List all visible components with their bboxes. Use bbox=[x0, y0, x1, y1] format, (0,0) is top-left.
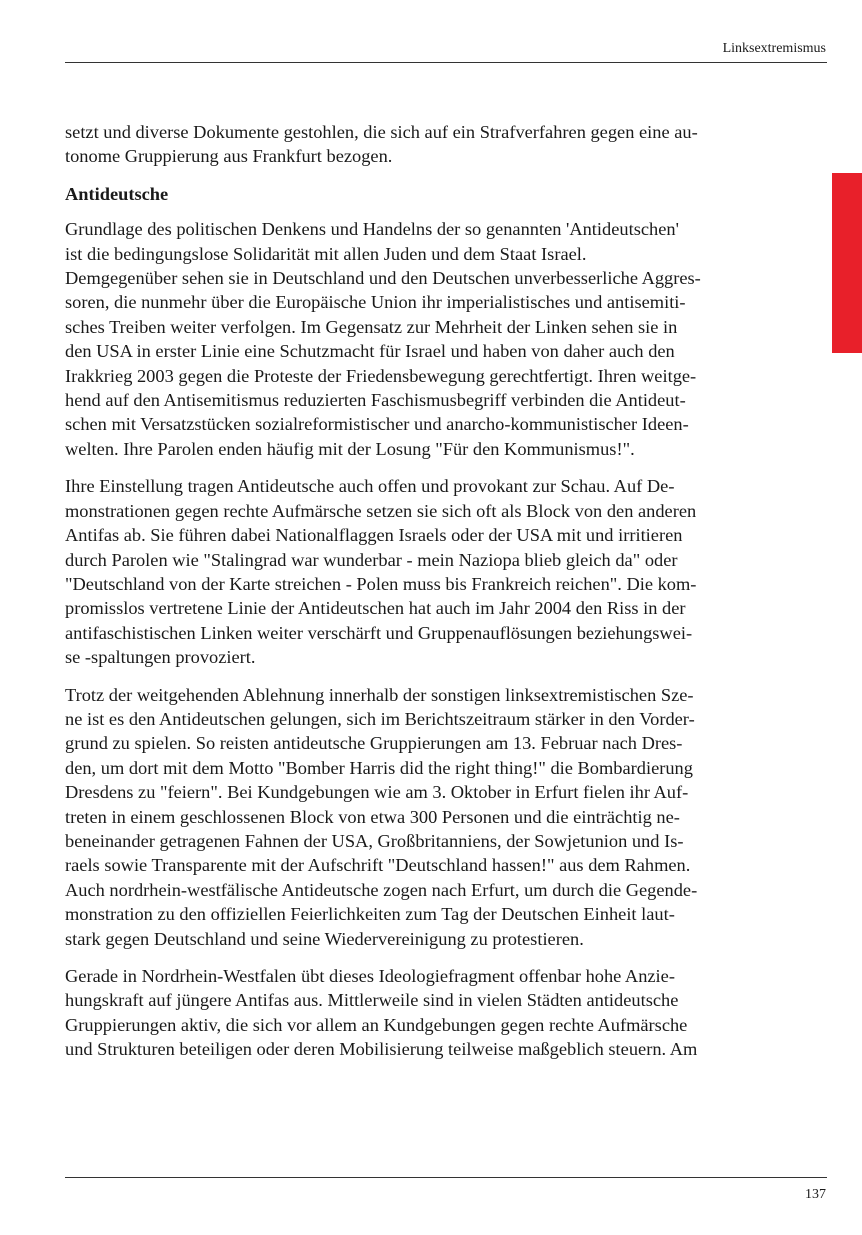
text-line: soren, die nunmehr über die Europäische Union ihr imperialistisches und antisemiti- bbox=[65, 292, 686, 313]
text-line: ne ist es den Antideutschen gelungen, sich im Berichtszeitraum stärker in den Vorder- bbox=[65, 708, 695, 729]
text-line: monstration zu den offiziellen Feierlichkeiten zum Tag der Deutschen Einheit laut- bbox=[65, 904, 675, 925]
footer-divider bbox=[65, 1177, 827, 1178]
text-line: sches Treiben weiter verfolgen. Im Gegensatz zur Mehrheit der Linken sehen sie in bbox=[65, 316, 678, 337]
chapter-marker-tab bbox=[832, 173, 862, 353]
text-line: Trotz der weitgehenden Ablehnung innerhalb der sonstigen linksextremistischen Sze- bbox=[65, 684, 694, 705]
text-line: Gerade in Nordrhein-Westfalen übt dieses Ideologiefragment offenbar hohe Anzie- bbox=[65, 966, 675, 986]
text-line: grund zu spielen. So reisten antideutsche Gruppierungen am 13. Februar nach Dres- bbox=[65, 733, 683, 754]
running-header-title: Linksextremismus bbox=[722, 41, 826, 56]
text-line: setzt und diverse Dokumente gestohlen, die sich auf ein Strafverfahren gegen eine au- bbox=[65, 122, 698, 142]
paragraph-2 bbox=[65, 474, 780, 669]
section-heading: Antideutsche bbox=[65, 183, 169, 204]
paragraph-4 bbox=[65, 964, 780, 1062]
text-line: und Strukturen beteiligen oder deren Mobilisierung teilweise maßgeblich steuern. Am bbox=[65, 1039, 698, 1060]
text-line: schen mit Versatzstücken sozialreformistischer und anarcho-kommunistischer Ideen- bbox=[65, 414, 689, 435]
paragraph-1 bbox=[65, 217, 780, 461]
text-line: tonome Gruppierung aus Frankfurt bezogen. bbox=[65, 146, 393, 167]
text-line: Auch nordrhein-westfälische Antideutsche zogen nach Erfurt, um durch die Gegende- bbox=[65, 879, 698, 900]
text-line: Dresdens zu "feiern". Bei Kundgebungen wie am 3. Oktober in Erfurt fielen ihr Auf- bbox=[65, 782, 689, 803]
text-line: monstrationen gegen rechte Aufmärsche setzen sie sich oft als Block von den anderen bbox=[65, 500, 697, 521]
text-line: antifaschistischen Linken weiter verschärft und Gruppenauflösungen beziehungswei- bbox=[65, 622, 693, 643]
text-line: se -spaltungen provoziert. bbox=[65, 647, 256, 668]
paragraph-3 bbox=[65, 683, 780, 951]
text-line: durch Parolen wie "Stalingrad war wunderbar - mein Naziopa blieb gleich da" oder bbox=[65, 549, 678, 570]
text-line: ist die bedingungslose Solidarität mit allen Juden und dem Staat Israel. bbox=[65, 243, 587, 264]
text-line: Antifas ab. Sie führen dabei Nationalflaggen Israels oder der USA mit und irritieren bbox=[65, 525, 683, 546]
text-line: Irakkrieg 2003 gegen die Proteste der Friedensbewegung gerechtfertigt. Ihren weitge- bbox=[65, 365, 697, 386]
text-line: promisslos vertretene Linie der Antideutschen hat auch im Jahr 2004 den Riss in der bbox=[65, 598, 686, 619]
text-line: Gruppierungen aktiv, die sich vor allem an Kundgebungen gegen rechte Aufmärsche bbox=[65, 1014, 688, 1035]
intro-paragraph bbox=[65, 120, 780, 169]
text-line: Grundlage des politischen Denkens und Handelns der so genannten 'Antideutschen' bbox=[65, 219, 679, 240]
text-line: "Deutschland von der Karte streichen - Polen muss bis Frankreich reichen". Die kom- bbox=[65, 573, 697, 594]
text-line: Demgegenüber sehen sie in Deutschland und den Deutschen unverbesserliche Aggres- bbox=[65, 268, 701, 289]
text-line: raels sowie Transparente mit der Aufschrift "Deutschland hassen!" aus dem Rahmen. bbox=[65, 855, 691, 876]
text-line: den USA in erster Linie eine Schutzmacht für Israel und haben von daher auch den bbox=[65, 341, 675, 362]
text-line: den, um dort mit dem Motto "Bomber Harris did the right thing!" die Bombardierung bbox=[65, 757, 693, 778]
text-line: stark gegen Deutschland und seine Wiedervereinigung zu protestieren. bbox=[65, 928, 584, 949]
page-number: 137 bbox=[805, 1187, 826, 1202]
header-divider bbox=[65, 62, 827, 63]
text-line: treten in einem geschlossenen Block von etwa 300 Personen und die einträchtig ne- bbox=[65, 806, 680, 827]
text-line: Ihre Einstellung tragen Antideutsche auch offen und provokant zur Schau. Auf De- bbox=[65, 476, 675, 497]
text-line: hungskraft auf jüngere Antifas aus. Mittlerweile sind in vielen Städten antideutsche bbox=[65, 990, 679, 1011]
text-line: welten. Ihre Parolen enden häufig mit der Losung "Für den Kommunismus!". bbox=[65, 438, 635, 459]
page-body bbox=[65, 120, 780, 1075]
text-line: hend auf den Antisemitismus reduzierten Faschismusbegriff verbinden die Antideut- bbox=[65, 390, 686, 411]
text-line: beneinander getragenen Fahnen der USA, Großbritanniens, der Sowjetunion und Is- bbox=[65, 830, 684, 851]
